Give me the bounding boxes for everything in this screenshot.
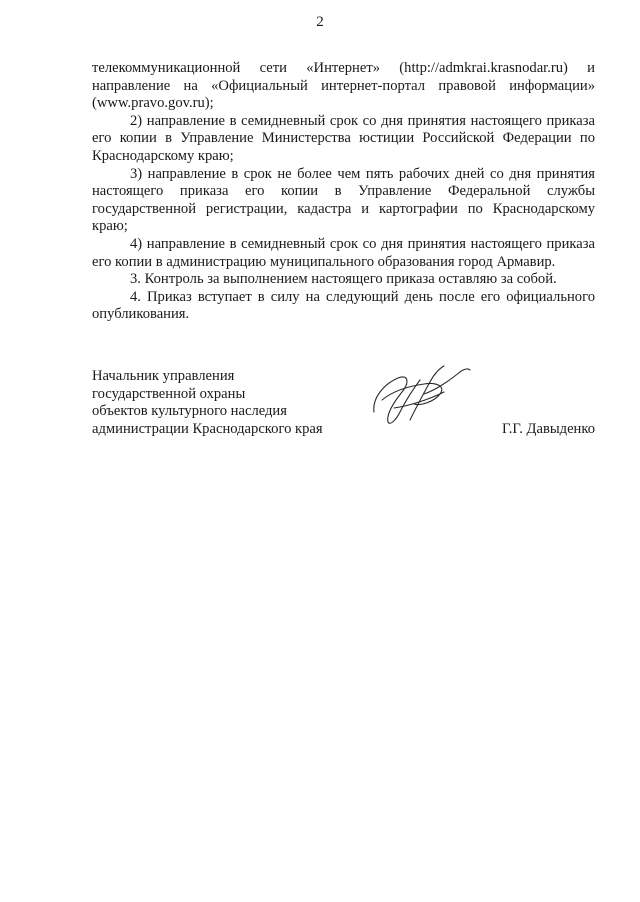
paragraph-item-3: 3) направление в срок не более чем пять рабочих дней со дня принятия настоящего приказа его копии в Управление Федеральной службы государственной регистрации, кадастра и картографии по Краснодарскому краю; (92, 165, 595, 235)
signatory-position-line: объектов культурного наследия (92, 403, 287, 420)
document-body (92, 60, 595, 324)
paragraph-effective-date-clause: 4. Приказ вступает в силу на следующий день после его официального опубликования. (92, 288, 595, 323)
signatory-position-line: государственной охраны (92, 385, 246, 402)
signature-block (92, 368, 595, 448)
signatory-position-line: администрации Краснодарского края (92, 420, 323, 437)
handwritten-signature (364, 360, 474, 430)
paragraph-item-4: 4) направление в семидневный срок со дня принятия настоящего приказа его копии в администрацию муниципального образования город Армавир. (92, 235, 595, 270)
signatory-position (92, 368, 323, 438)
paragraph-control-clause: 3. Контроль за выполнением настоящего приказа оставляю за собой. (130, 271, 557, 288)
paragraph-publication-continuation: телекоммуникационной сети «Интернет» (http://admkrai.krasnodar.ru) и направление на «Официальный интернет-портал правовой информации» (www.pravo.gov.ru); (92, 60, 595, 112)
signatory-name: Г.Г. Давыденко (501, 420, 595, 437)
paragraph-item-2: 2) направление в семидневный срок со дня принятия настоящего приказа его копии в Управление Министерства юстиции Российской Федерации по Краснодарскому краю; (92, 112, 595, 164)
signatory-position-line: Начальник управления (92, 368, 235, 384)
page-number: 2 (316, 14, 324, 30)
